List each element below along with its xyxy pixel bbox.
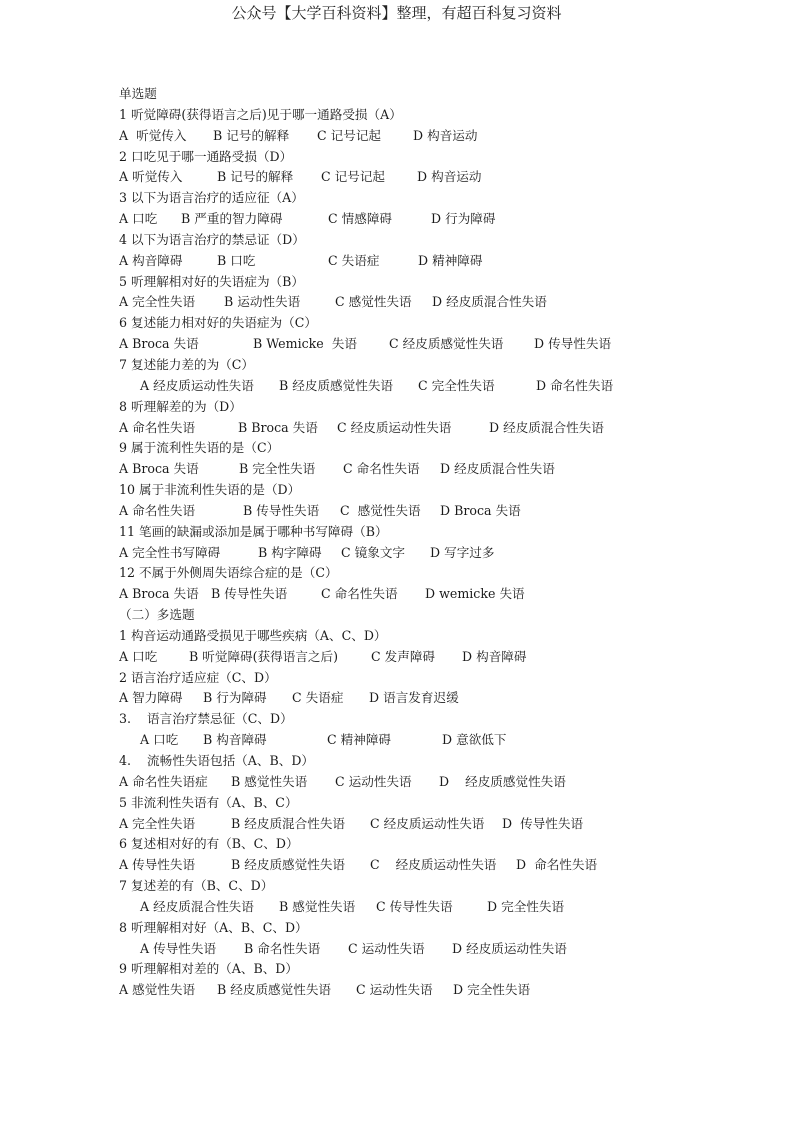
answer-option: B 传导性失语 [211, 586, 288, 602]
options-line [119, 688, 759, 709]
answer-option: D 完全性失语 [453, 982, 531, 998]
document-body [119, 84, 759, 1001]
answer-option: B 传导性失语 [243, 502, 320, 518]
answer-option: D 构音障碍 [462, 648, 527, 664]
answer-option: A 传导性失语 [140, 940, 217, 956]
question-line: 10 属于非流利性失语的是（D） [119, 482, 301, 498]
answer-option: B 构音障碍 [203, 732, 267, 748]
answer-option: B 口吃 [217, 252, 256, 268]
answer-option: C 经皮质感觉性失语 [389, 336, 504, 352]
answer-option: D 语言发育迟缓 [369, 690, 459, 706]
page-header: 公众号【大学百科资料】整理，有超百科复习资料 [231, 4, 562, 22]
answer-option: C 感觉性失语 [340, 502, 421, 518]
answer-option: D 完全性失语 [487, 898, 565, 914]
options-line [119, 814, 759, 835]
answer-option: A 感觉性失语 [119, 982, 196, 998]
answer-option: B 严重的智力障碍 [181, 211, 283, 227]
options-line [119, 376, 759, 397]
question-line: 4. 流畅性失语包括（A、B、D） [119, 753, 315, 768]
answer-option: C 命名性失语 [321, 586, 398, 602]
answer-option: D 传导性失语 [534, 336, 612, 352]
answer-option: D 行为障碍 [431, 211, 496, 227]
answer-option: A 完全性失语 [119, 294, 196, 310]
answer-option: C 感觉性失语 [335, 294, 412, 310]
answer-option: A 完全性失语 [119, 815, 196, 831]
options-line [119, 897, 759, 918]
answer-option: D 经皮质感觉性失语 [439, 773, 566, 789]
options-line [119, 939, 759, 960]
answer-option: B 经皮质感觉性失语 [279, 377, 394, 393]
answer-option: A 命名性失语 [119, 419, 196, 435]
answer-option: C 失语症 [328, 252, 380, 268]
question-line: 4 以下为语言治疗的禁忌证（D） [119, 231, 305, 247]
options-line [119, 334, 759, 355]
answer-option: B 构字障碍 [258, 544, 322, 560]
question-line: 6 复述相对好的有（B、C、D） [119, 836, 299, 852]
question-line: 1 听觉障碍(获得语言之后)见于哪一通路受损（A） [119, 106, 402, 122]
options-line [119, 167, 759, 188]
options-line [119, 292, 759, 313]
answer-option: A 构音障碍 [119, 252, 183, 268]
answer-option: B 感觉性失语 [231, 773, 308, 789]
options-line [119, 459, 759, 480]
options-line [119, 980, 759, 1001]
options-line [119, 251, 759, 272]
answer-option: D 写字过多 [430, 544, 495, 560]
question-line: 12 不属于外侧周失语综合症的是（C） [119, 565, 338, 581]
answer-option: C 运动性失语 [348, 940, 425, 956]
options-line [119, 772, 759, 793]
question-line: 7 复述能力差的为（C） [119, 356, 254, 372]
answer-option: D 经皮质混合性失语 [440, 461, 555, 477]
answer-option: B 记号的解释 [213, 127, 290, 143]
answer-option: B Broca 失语 [238, 419, 318, 435]
answer-option: B 运动性失语 [224, 294, 301, 310]
question-line: 7 复述差的有（B、C、D） [119, 878, 274, 894]
answer-option: B 行为障碍 [203, 690, 267, 706]
question-line: 5 听理解相对好的失语症为（B） [119, 273, 304, 289]
answer-option: A 经皮质运动性失语 [140, 377, 254, 393]
question-line: 2 语言治疗适应症（C、D） [119, 669, 277, 685]
answer-option: C 经皮质运动性失语 [337, 419, 452, 435]
question-line: （二）多选题 [119, 607, 195, 623]
answer-option: C 经皮质运动性失语 [370, 857, 497, 873]
answer-option: D 传导性失语 [502, 815, 584, 831]
options-line [119, 418, 759, 439]
answer-option: A 听觉传入 [119, 127, 187, 143]
answer-option: D Broca 失语 [440, 502, 521, 518]
question-line: 8 听理解差的为（D） [119, 398, 242, 414]
answer-option: A 命名性失语症 [119, 773, 208, 789]
answer-option: C 记号记起 [317, 127, 382, 143]
answer-option: D 构音运动 [417, 169, 482, 185]
answer-option: D 经皮质混合性失语 [489, 419, 604, 435]
answer-option: A 命名性失语 [119, 502, 196, 518]
options-line [119, 126, 759, 147]
question-line: 1 构音运动通路受损见于哪些疾病（A、C、D） [119, 627, 387, 643]
options-line [119, 584, 759, 605]
answer-option: B 听觉障碍(获得语言之后) [189, 648, 339, 664]
question-line: 3. 语言治疗禁忌征（C、D） [119, 711, 293, 727]
answer-option: D wemicke 失语 [425, 586, 525, 602]
options-line [119, 209, 759, 230]
question-line: 5 非流利性失语有（A、B、C） [119, 794, 298, 810]
answer-option: B 经皮质混合性失语 [231, 815, 346, 831]
answer-option: A 口吃 [119, 211, 158, 227]
answer-option: C 经皮质运动性失语 [370, 815, 485, 831]
options-line [119, 855, 759, 876]
answer-option: D 精神障碍 [418, 252, 483, 268]
answer-option: B 命名性失语 [244, 940, 321, 956]
answer-option: D 命名性失语 [536, 377, 614, 393]
answer-option: B 感觉性失语 [279, 898, 356, 914]
question-line: 9 属于流利性失语的是（C） [119, 440, 280, 456]
answer-option: B 记号的解释 [217, 169, 294, 185]
answer-option: C 记号记起 [321, 169, 386, 185]
question-line: 8 听理解相对好（A、B、C、D） [119, 919, 308, 935]
answer-option: A 传导性失语 [119, 857, 196, 873]
answer-option: C 镜象文字 [341, 544, 406, 560]
options-line [119, 501, 759, 522]
answer-option: D 经皮质混合性失语 [432, 294, 547, 310]
answer-option: A 经皮质混合性失语 [140, 898, 254, 914]
answer-option: B 经皮质感觉性失语 [231, 857, 346, 873]
question-line: 2 口吃见于哪一通路受损（D） [119, 148, 293, 164]
options-line [119, 647, 759, 668]
options-line [119, 730, 759, 751]
answer-option: C 精神障碍 [327, 732, 392, 748]
answer-option: D 命名性失语 [516, 857, 598, 873]
question-line: 3 以下为语言治疗的适应征（A） [119, 190, 304, 206]
answer-option: A Broca 失语 [119, 336, 199, 352]
question-line: 11 笔画的缺漏或添加是属于哪种书写障碍（B） [119, 523, 388, 539]
answer-option: A Broca 失语 [119, 461, 199, 477]
answer-option: A 口吃 [119, 648, 158, 664]
answer-option: D 构音运动 [413, 127, 478, 143]
answer-option: B 经皮质感觉性失语 [217, 982, 332, 998]
answer-option: B Wemicke 失语 [253, 336, 357, 352]
answer-option: D 意欲低下 [442, 732, 507, 748]
answer-option: A 智力障碍 [119, 690, 183, 706]
answer-option: B 完全性失语 [239, 461, 316, 477]
answer-option: D 经皮质运动性失语 [452, 940, 567, 956]
question-line: 9 听理解相对差的（A、B、D） [119, 961, 298, 977]
answer-option: C 情感障碍 [328, 211, 393, 227]
answer-option: C 发声障碍 [371, 648, 436, 664]
question-line: 6 复述能力相对好的失语症为（C） [119, 315, 317, 331]
answer-option: A 口吃 [140, 732, 179, 748]
answer-option: C 运动性失语 [335, 773, 412, 789]
answer-option: A 听觉传入 [119, 169, 183, 185]
options-line [119, 543, 759, 564]
answer-option: C 失语症 [292, 690, 344, 706]
answer-option: C 传导性失语 [376, 898, 453, 914]
answer-option: C 完全性失语 [418, 377, 495, 393]
answer-option: A 完全性书写障碍 [119, 544, 221, 560]
question-line: 单选题 [119, 86, 157, 101]
answer-option: C 命名性失语 [343, 461, 420, 477]
answer-option: A Broca 失语 [119, 586, 199, 602]
answer-option: C 运动性失语 [356, 982, 433, 998]
